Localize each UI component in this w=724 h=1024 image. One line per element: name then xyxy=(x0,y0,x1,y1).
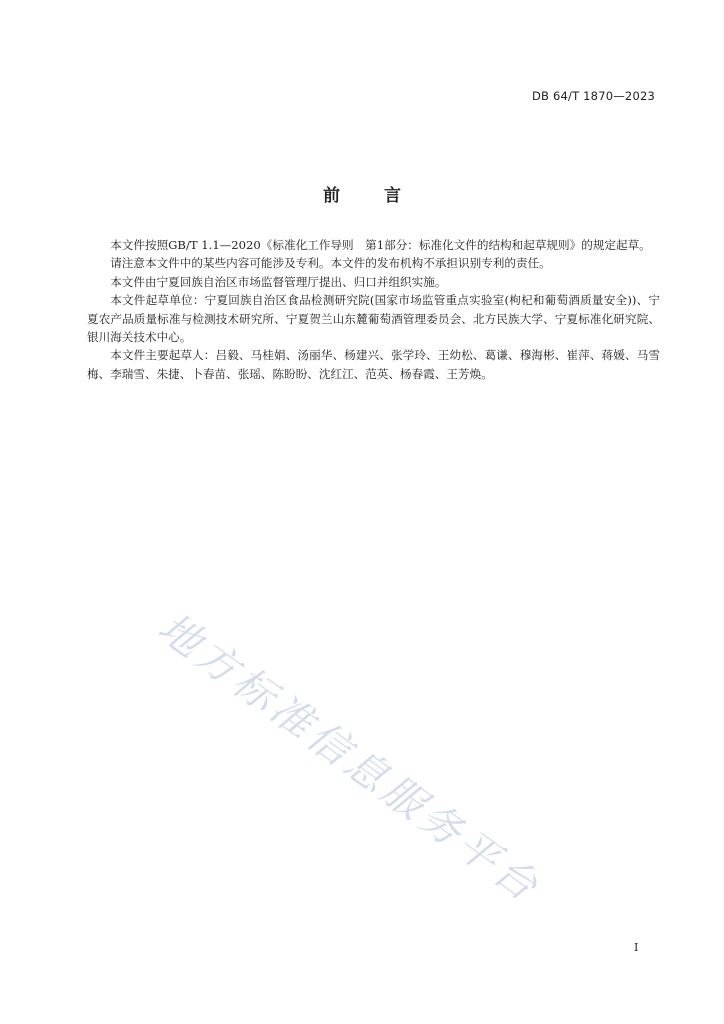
page-title xyxy=(0,181,724,206)
foreword-body xyxy=(87,236,660,383)
paragraph-drafting-units: 本文件起草单位：宁夏回族自治区食品检测研究院(国家市场监管重点实验室(枸杞和葡萄酒质量安全))、宁夏农产品质量标准与检测技术研究所、宁夏贺兰山东麓葡萄酒管理委员会、北方民族大学、宁夏标准化研究院、银川海关技术中心。 xyxy=(87,293,660,345)
page-number: I xyxy=(634,941,639,954)
watermark-text: 地方标准信息服务平台 xyxy=(149,603,550,913)
paragraph-drafters: 本文件主要起草人：吕毅、马桂娟、汤丽华、杨建兴、张学玲、王幼松、葛谦、穆海彬、崔萍、蒋媛、马雪梅、李瑞雪、朱捷、卜春苗、张瑶、陈盼盼、沈红江、范英、杨春霞、王芳焕。 xyxy=(87,348,660,381)
paragraph-patent-notice: 请注意本文件中的某些内容可能涉及专利。本文件的发布机构不承担识别专利的责任。 xyxy=(110,256,551,271)
title-char-2: 言 xyxy=(384,186,401,206)
document-code: DB 64/T 1870—2023 xyxy=(531,89,655,103)
paragraph-proposer: 本文件由宁夏回族自治区市场监督管理厅提出、归口并组织实施。 xyxy=(110,274,447,289)
paragraph-drafting-rules: 本文件按照GB/T 1.1—2020《标准化工作导则 第1部分：标准化文件的结构和起草规则》的规定起草。 xyxy=(110,238,651,252)
title-char-1: 前 xyxy=(323,186,340,206)
